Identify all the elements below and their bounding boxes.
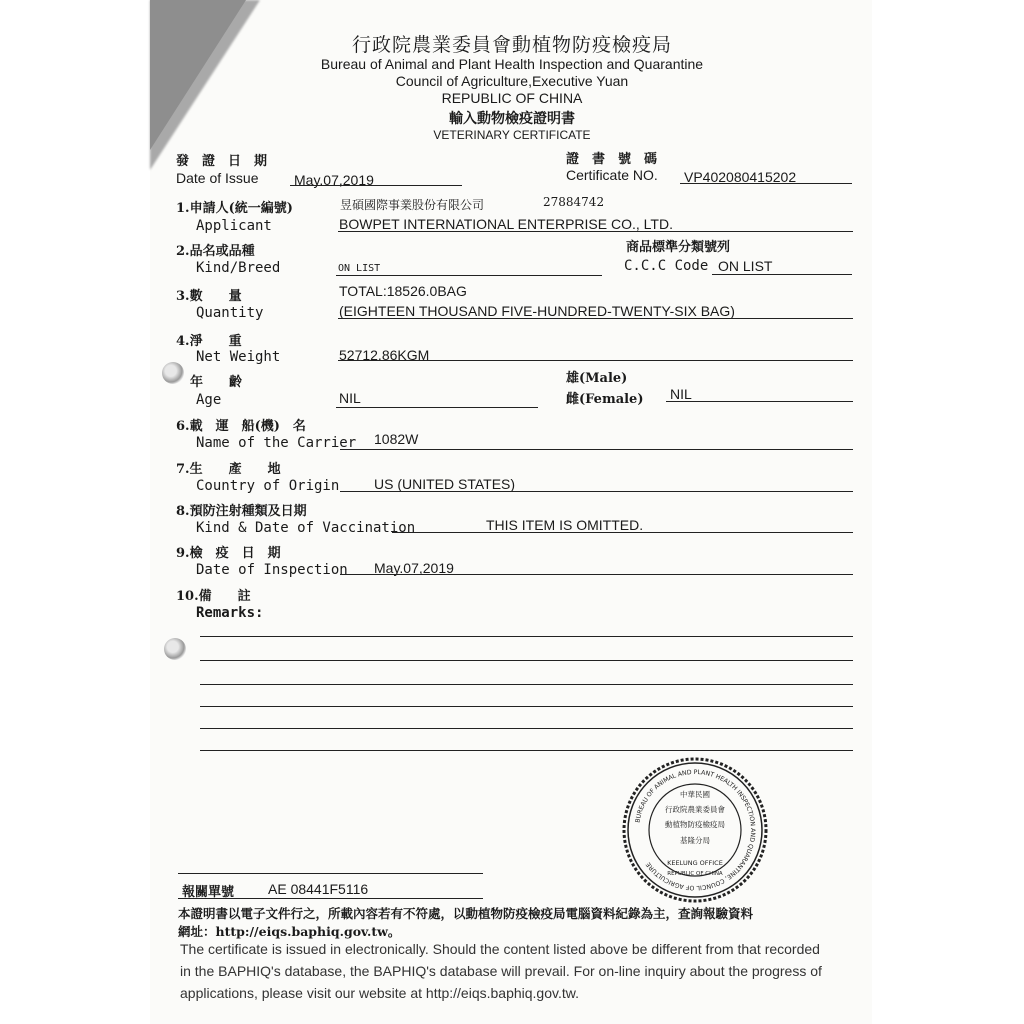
remarks-line	[200, 660, 853, 661]
divider	[338, 360, 853, 361]
divider	[340, 574, 853, 575]
applicant-label: Applicant	[196, 218, 272, 234]
net-weight-value: 52712.86KGM	[339, 347, 430, 363]
origin-label: Country of Origin	[196, 478, 340, 494]
remarks-label: Remarks:	[196, 605, 264, 621]
divider	[178, 873, 483, 874]
notice-en-2: in the BAPHIQ's database, the BAPHIQ's database will prevail. For on-line inquiry about the progress of	[180, 963, 822, 979]
divider	[338, 318, 853, 319]
customs-label-zh: 報關單號	[182, 885, 235, 900]
seal-center-line-4: 基隆分局	[680, 836, 710, 845]
seal-center-line-3: 動植物防疫檢疫局	[665, 820, 725, 829]
divider	[340, 491, 853, 492]
date-of-issue-value: May.07,2019	[294, 172, 374, 188]
divider	[290, 185, 462, 186]
notice-en-3: applications, please visit our website at http://eiqs.baphiq.gov.tw.	[180, 985, 579, 1001]
net-weight-label-zh: 4.淨 重	[176, 334, 242, 349]
website-zh: 網址：http://eiqs.baphiq.gov.tw。	[178, 924, 401, 939]
date-of-issue-label-zh: 發 證 日 期	[176, 154, 268, 169]
carrier-label-zh: 6.載 運 船(機) 名	[176, 419, 306, 434]
punch-hole	[164, 638, 186, 660]
date-of-issue-label: Date of Issue	[176, 170, 259, 186]
kind-label: Kind/Breed	[196, 260, 281, 276]
remarks-line	[200, 636, 853, 637]
quantity-label: Quantity	[196, 305, 264, 321]
remarks-line	[200, 706, 853, 707]
male-label: 雄(Male)	[566, 371, 628, 386]
council-title: Council of Agriculture,Executive Yuan	[395, 73, 629, 89]
certificate-title-zh: 輸入動物檢疫證明書	[449, 111, 575, 127]
inspection-label: Date of Inspection	[196, 562, 348, 578]
carrier-value: 1082W	[374, 431, 419, 447]
certificate-title-en: VETERINARY CERTIFICATE	[433, 128, 591, 142]
applicant-value-zh: 昱碩國際事業股份有限公司	[340, 198, 485, 212]
age-label: Age	[196, 392, 222, 408]
remarks-line	[200, 684, 853, 685]
divider	[336, 275, 602, 276]
divider	[178, 898, 483, 899]
female-label: 雌(Female)	[566, 392, 644, 407]
certificate-no-label-zh: 證 書 號 碼	[566, 152, 658, 167]
quantity-value: TOTAL:18526.0BAG	[339, 283, 467, 299]
agency-title-en: Bureau of Animal and Plant Health Inspection and Quarantine	[320, 56, 704, 72]
punch-hole	[162, 362, 184, 384]
remarks-line	[200, 728, 853, 729]
kind-label-zh: 2.品名或品種	[176, 244, 255, 259]
quantity-value-words: (EIGHTEEN THOUSAND FIVE-HUNDRED-TWENTY-SIX BAG)	[339, 303, 735, 319]
notice-zh: 本證明書以電子文件行之，所載內容若有不符處，以動植物防疫檢疫局電腦資料紀錄為主，查詢報驗資料	[178, 906, 754, 921]
net-weight-label: Net Weight	[196, 349, 281, 365]
remarks-label-zh: 10.備 註	[176, 589, 251, 604]
certificate-no-label: Certificate NO.	[566, 167, 658, 183]
divider	[712, 274, 852, 275]
seal-outer-ring	[624, 759, 766, 901]
divider	[666, 401, 853, 402]
kind-value: ON LIST	[338, 263, 381, 274]
divider	[336, 407, 538, 408]
ccc-label-zh: 商品標準分類號列	[626, 240, 731, 255]
divider	[338, 231, 853, 232]
inspection-label-zh: 9.檢 疫 日 期	[176, 546, 281, 561]
official-seal	[622, 757, 768, 903]
ccc-value: ON LIST	[718, 258, 773, 274]
quantity-label-zh: 3.數 量	[176, 289, 242, 304]
origin-value: US (UNITED STATES)	[374, 476, 516, 492]
seal-center-line-1: 中華民國	[680, 790, 710, 799]
vaccination-label: Kind & Date of Vaccination	[196, 520, 416, 536]
seal-center-line-2: 行政院農業委員會	[665, 805, 725, 814]
seal-office: KEELUNG OFFICE	[667, 859, 723, 867]
applicant-label-zh: 1.申請人(統一編號)	[176, 201, 293, 216]
sex-value: NIL	[670, 386, 692, 402]
remarks-line	[200, 750, 853, 751]
vaccination-label-zh: 8.預防注射種類及日期	[176, 504, 307, 519]
carrier-label: Name of the Carrier	[196, 435, 357, 451]
agency-title-zh: 行政院農業委員會動植物防疫檢疫局	[351, 34, 672, 56]
applicant-value: BOWPET INTERNATIONAL ENTERPRISE CO., LTD.	[339, 216, 673, 232]
certificate-no-value: VP402080415202	[684, 169, 797, 185]
origin-label-zh: 7.生 產 地	[176, 462, 281, 477]
divider	[680, 183, 852, 184]
country-title: REPUBLIC OF CHINA	[441, 90, 583, 106]
divider	[340, 449, 853, 450]
notice-en-1: The certificate is issued in electronically. Should the content listed above be different from that recorded	[180, 941, 820, 957]
age-label-zh: 年 齡	[190, 375, 243, 390]
divider	[392, 532, 853, 533]
age-value: NIL	[339, 390, 361, 406]
applicant-id-number: 27884742	[543, 195, 605, 209]
seal-ring-text: BUREAU OF ANIMAL AND PLANT HEALTH INSPECTION AND QUARANTINE, COUNCIL OF AGRICULTURE	[634, 768, 757, 892]
vaccination-value: THIS ITEM IS OMITTED.	[486, 517, 644, 533]
seal-country: REPUBLIC OF CHINA	[667, 871, 723, 877]
customs-value: AE 08441F5116	[268, 881, 369, 897]
ccc-label: C.C.C Code	[624, 258, 709, 274]
inspection-value: May.07,2019	[374, 560, 454, 576]
